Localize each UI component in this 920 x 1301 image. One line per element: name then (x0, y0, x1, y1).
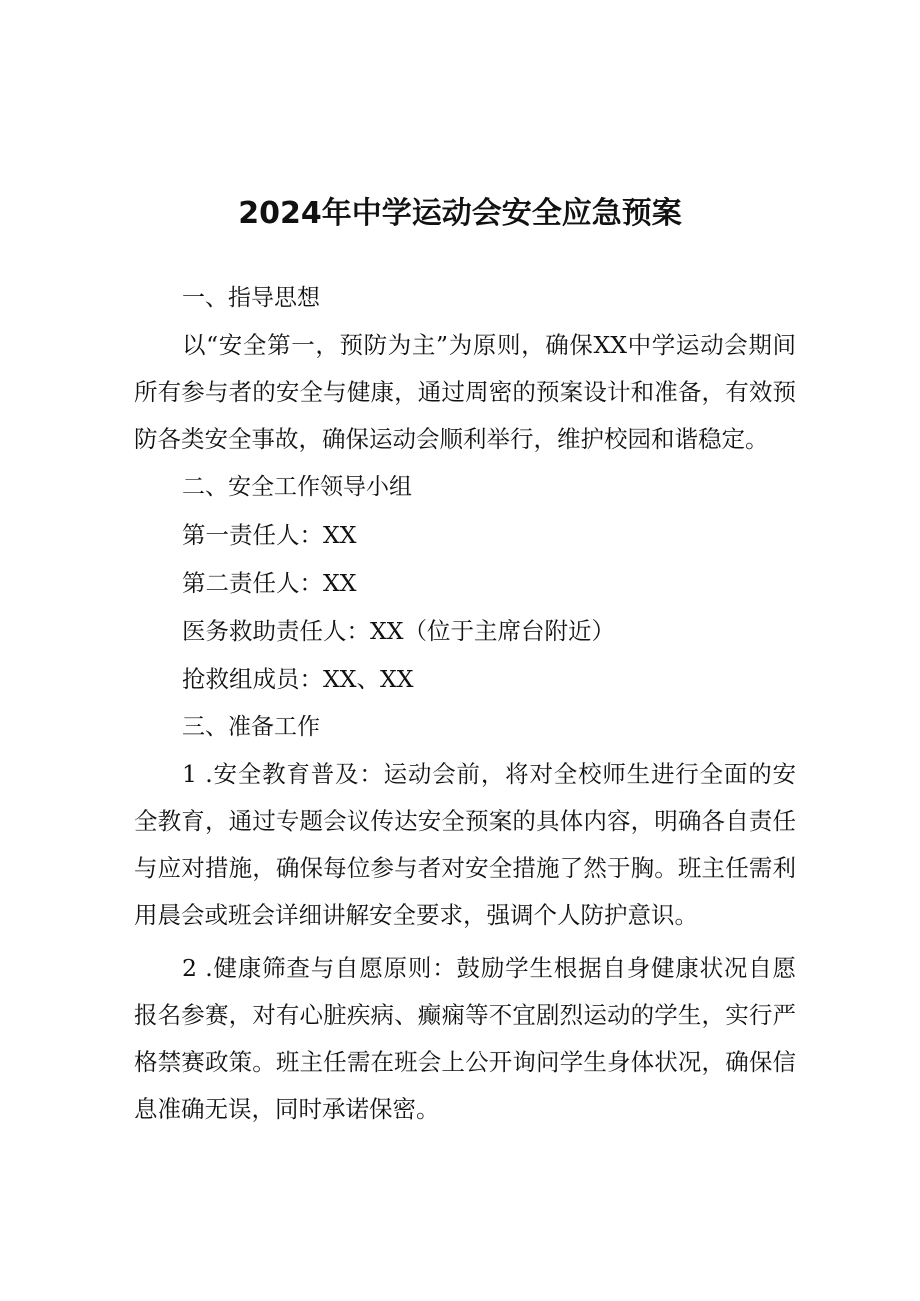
list-item: 医务救助责任人：XX（位于主席台附近） (182, 617, 615, 645)
paragraph: 2 .健康筛查与自愿原则：鼓励学生根据自身健康状况自愿报名参赛，对有心脏疾病、癫痫等不宜剧烈运动的学生，实行严格禁赛政策。班主任需在班会上公开询问学生身体状况，确保信息准确无误，同时承诺保密。 (134, 954, 796, 1123)
list-item: 第一责任人：XX (182, 521, 357, 549)
list-item: 第二责任人：XX (182, 569, 357, 597)
section-heading: 一、指导思想 (182, 285, 320, 311)
paragraph: 以“安全第一，预防为主”为原则，确保XX中学运动会期间所有参与者的安全与健康，通过周密的预案设计和准备，有效预防各类安全事故，确保运动会顺利举行，维护校园和谐稳定。 (134, 331, 796, 453)
paragraph: 1 .安全教育普及：运动会前，将对全校师生进行全面的安全教育，通过专题会议传达安全预案的具体内容，明确各自责任与应对措施，确保每位参与者对安全措施了然于胸。班主任需利用晨会或班会详细讲解安全要求，强调个人防护意识。 (134, 760, 796, 929)
document-body (134, 274, 796, 1133)
document-title: 2024年中学运动会安全应急预案 (238, 196, 682, 232)
section-heading: 二、安全工作领导小组 (182, 474, 412, 500)
section-heading: 三、准备工作 (182, 714, 320, 740)
list-item: 抢救组成员：XX、XX (182, 665, 414, 693)
